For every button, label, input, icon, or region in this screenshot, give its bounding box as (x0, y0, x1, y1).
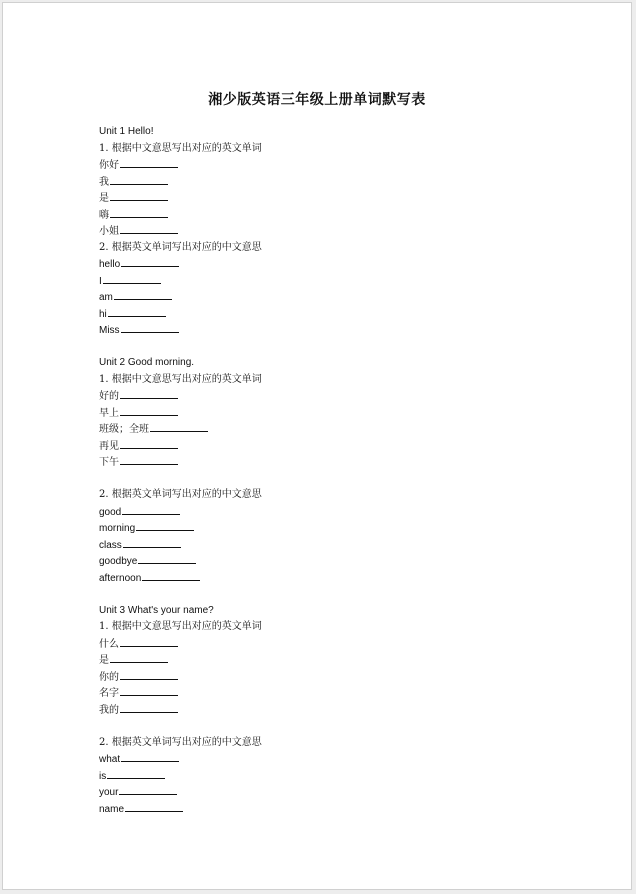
answer-blank[interactable] (120, 157, 178, 168)
vocab-row (99, 157, 579, 174)
vocab-row (99, 768, 579, 785)
vocab-row (99, 520, 579, 537)
vocab-row (99, 570, 579, 587)
vocab-word: what (99, 754, 121, 765)
vocab-word: good (99, 506, 122, 518)
answer-blank[interactable] (123, 537, 181, 548)
section-instruction: 2. 根据英文单词写出对应的中文意思 (99, 736, 262, 748)
answer-blank[interactable] (103, 273, 161, 284)
vocab-word: 名字 (99, 688, 119, 699)
vocab-word: hello (99, 259, 121, 270)
unit-heading: Unit 3 What's your name? (99, 604, 214, 616)
answer-blank[interactable] (121, 322, 179, 333)
vocab-row (99, 636, 579, 653)
vocab-row (99, 256, 579, 273)
vocab-row (99, 438, 579, 455)
document-page (2, 2, 632, 890)
vocab-word: 班级；全班 (99, 424, 149, 435)
section-spacer (99, 471, 579, 488)
vocab-row (99, 685, 579, 702)
vocab-word: I (99, 275, 102, 287)
answer-blank[interactable] (110, 207, 168, 218)
vocab-row (99, 669, 579, 686)
unit-spacer (99, 339, 579, 356)
vocab-row (99, 322, 579, 339)
unit-spacer (99, 586, 579, 603)
vocab-word: 你的 (99, 671, 119, 683)
vocab-word: 我 (99, 176, 109, 188)
vocab-row (99, 801, 579, 818)
vocab-row (99, 454, 579, 471)
answer-blank[interactable] (120, 223, 178, 234)
section-instruction: 1. 根据中文意思写出对应的英文单词 (99, 621, 262, 632)
vocab-word: Miss (99, 325, 120, 336)
answer-blank[interactable] (120, 669, 178, 680)
answer-blank[interactable] (120, 388, 178, 399)
vocab-word: 是 (99, 193, 109, 204)
answer-blank[interactable] (142, 570, 200, 581)
answer-blank[interactable] (120, 685, 178, 696)
vocab-word: afternoon (99, 572, 142, 584)
answer-blank[interactable] (120, 636, 178, 647)
vocab-row (99, 537, 579, 554)
answer-blank[interactable] (120, 405, 178, 416)
vocab-row (99, 652, 579, 669)
vocab-word: 小姐 (99, 226, 119, 237)
answer-blank[interactable] (120, 454, 178, 465)
vocab-row (99, 702, 579, 719)
vocab-word: 嗨 (99, 209, 109, 221)
vocab-word: morning (99, 523, 136, 534)
vocab-word: class (99, 539, 122, 551)
vocab-row (99, 174, 579, 191)
section-instruction: 1. 根据中文意思写出对应的英文单词 (99, 142, 262, 154)
answer-blank[interactable] (120, 702, 178, 713)
vocab-word: hi (99, 308, 107, 320)
vocab-word: 下午 (99, 457, 119, 468)
section-instruction: 1. 根据中文意思写出对应的英文单词 (99, 373, 262, 385)
page-title: 湘少版英语三年级上册单词默写表 (208, 92, 426, 108)
vocab-word: 好的 (99, 391, 119, 402)
vocab-row (99, 190, 579, 207)
vocab-row (99, 223, 579, 240)
answer-blank[interactable] (136, 520, 194, 531)
worksheet-content (99, 124, 579, 817)
answer-blank[interactable] (110, 652, 168, 663)
vocab-word: is (99, 770, 107, 782)
answer-blank[interactable] (122, 504, 180, 515)
vocab-word: 再见 (99, 440, 119, 452)
answer-blank[interactable] (107, 768, 165, 779)
section-instruction: 2. 根据英文单词写出对应的中文意思 (99, 489, 262, 500)
answer-blank[interactable] (108, 306, 166, 317)
vocab-word: 早上 (99, 407, 119, 419)
unit-heading: Unit 1 Hello! (99, 126, 154, 137)
vocab-word: 是 (99, 655, 109, 666)
vocab-row (99, 504, 579, 521)
section-spacer (99, 718, 579, 735)
vocab-row (99, 421, 579, 438)
vocab-row (99, 306, 579, 323)
answer-blank[interactable] (119, 784, 177, 795)
answer-blank[interactable] (138, 553, 196, 564)
vocab-word: your (99, 787, 119, 798)
vocab-word: 我的 (99, 704, 119, 716)
answer-blank[interactable] (110, 174, 168, 185)
vocab-row (99, 207, 579, 224)
answer-blank[interactable] (121, 256, 179, 267)
vocab-row (99, 405, 579, 422)
unit-heading: Unit 2 Good morning. (99, 357, 195, 368)
section-instruction: 2. 根据英文单词写出对应的中文意思 (99, 241, 262, 253)
vocab-row (99, 273, 579, 290)
vocab-row (99, 289, 579, 306)
answer-blank[interactable] (121, 751, 179, 762)
answer-blank[interactable] (120, 438, 178, 449)
vocab-word: name (99, 803, 125, 815)
answer-blank[interactable] (125, 801, 183, 812)
vocab-word: am (99, 292, 113, 303)
vocab-row (99, 388, 579, 405)
vocab-word: 什么 (99, 638, 119, 650)
vocab-row (99, 784, 579, 801)
answer-blank[interactable] (110, 190, 168, 201)
vocab-word: 你好 (99, 160, 119, 171)
vocab-row (99, 553, 579, 570)
answer-blank[interactable] (114, 289, 172, 300)
vocab-row (99, 751, 579, 768)
answer-blank[interactable] (150, 421, 208, 432)
vocab-word: goodbye (99, 556, 138, 567)
